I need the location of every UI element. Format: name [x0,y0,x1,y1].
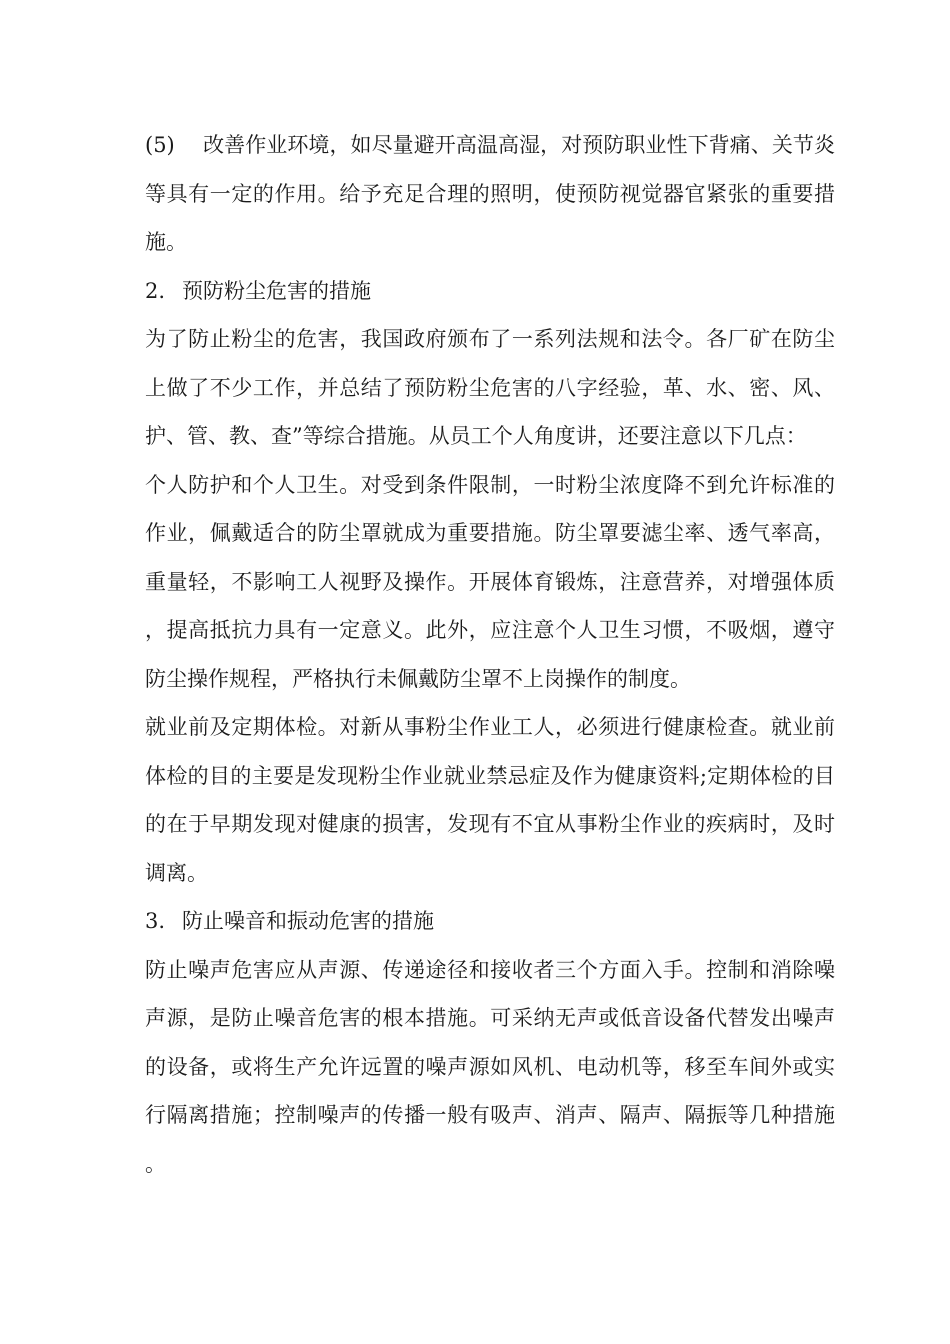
list-item-text: 改善作业环境，如尽量避开高温高湿，对预防职业性下背痛、关节炎等具有一定的作用。给予充足合理的照明，使预防视觉器官紧张的重要措施。 [145,133,835,254]
section-title: 防止噪音和振动危害的措施 [182,909,434,933]
list-item-number: (5) [145,133,175,157]
list-item-5 [145,121,835,267]
section-title: 预防粉尘危害的措施 [182,278,371,303]
document-body [145,121,835,1188]
section-heading-2 [145,267,835,316]
section-number: 3. [145,909,166,933]
paragraph-health-checkup: 就业前及定期体检。对新从事粉尘作业工人，必须进行健康检查。就业前体检的目的主要是发现粉尘作业就业禁忌症及作为健康资料;定期体检的目的在于早期发现对健康的损害，发现有不宜从事粉尘作业的疾病时，及时调离。 [145,715,835,885]
paragraph-personal-protection: 个人防护和个人卫生。对受到条件限制，一时粉尘浓度降不到允许标准的作业，佩戴适合的防尘罩就成为重要措施。防尘罩要滤尘率、透气率高，重量轻，不影响工人视野及操作。开展体育锻炼，注意营养，对增强体质，提高抵抗力具有一定意义。此外，应注意个人卫生习惯，不吸烟，遵守防尘操作规程，严格执行未佩戴防尘罩不上岗操作的制度。 [145,472,835,691]
section-heading-3 [145,897,835,946]
paragraph-dust-intro: 为了防止粉尘的危害，我国政府颁布了一系列法规和法令。各厂矿在防尘上做了不少工作，并总结了预防粉尘危害的八字经验，革、水、密、风、护、管、教、查”等综合措施。从员工个人角度讲，还要注意以下几点： [145,327,835,448]
section-number: 2. [145,278,166,303]
paragraph-noise-control: 防止噪声危害应从声源、传递途径和接收者三个方面入手。控制和消除噪声源，是防止噪音危害的根本措施。可采纳无声或低音设备代替发出噪声的设备，或将生产允许远置的噪声源如风机、电动机等，移至车间外或实行隔离措施；控制噪声的传播一般有吸声、消声、隔声、隔振等几种措施。 [145,957,835,1176]
